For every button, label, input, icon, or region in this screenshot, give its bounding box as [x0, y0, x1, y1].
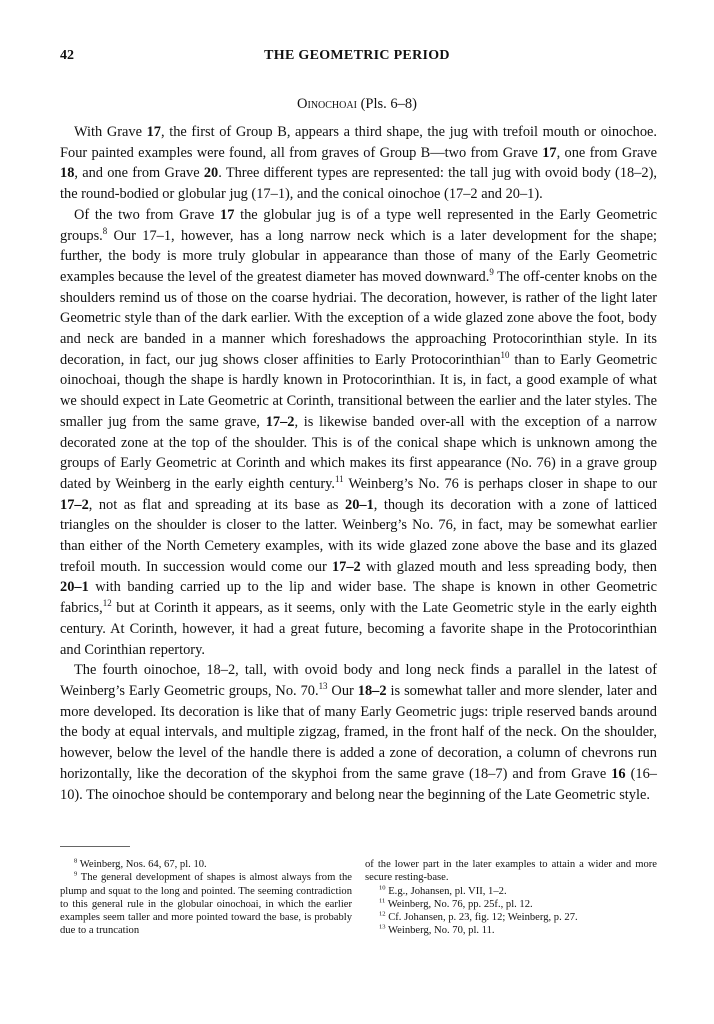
grave-number: 17 [220, 206, 235, 223]
text-run: Weinberg’s No. 76 is perhaps closer in shape to our [343, 475, 657, 492]
footnote-9-continued: of the lower part in the later examples to attain a wider and more secure resting-base. [365, 859, 657, 884]
text-run: with glazed mouth and less spreading body, then [360, 558, 657, 575]
text-run: than to Early Geometric oinochoai, though the shape is hardly known in Protocorinthian. It is, in fact, a good example of what we should expect in Late Geometric at Corinth, transitional between the earlier and the later styles. The smaller jug from the same grave, [60, 351, 657, 430]
footnote-text: Cf. Johansen, p. 23, fig. 12; Weinberg, p. 27. [385, 912, 578, 924]
page-number: 42 [60, 48, 74, 63]
grave-number: 18 [60, 165, 75, 182]
footnote-column-right [365, 858, 657, 938]
text-run: Our [327, 682, 358, 699]
footnote-ref: 12 [102, 598, 112, 609]
footnote-11 [365, 898, 657, 911]
text-run: , not as flat and spreading at its base as [88, 496, 345, 513]
running-title: THE GEOMETRIC PERIOD [264, 48, 450, 63]
footnote-mark: 9 [74, 870, 78, 878]
footnote-text: E.g., Johansen, pl. VII, 1–2. [385, 885, 507, 897]
footnote-text: Weinberg, No. 76, pp. 25f., pl. 12. [385, 898, 533, 910]
paragraph [60, 122, 657, 205]
footnote-divider [60, 846, 130, 847]
grave-number: 17–2 [331, 558, 361, 575]
grave-number: 20–1 [60, 579, 89, 596]
footnote-8 [60, 858, 352, 871]
footnote-9 [60, 871, 352, 937]
text-run: , and one from Grave [74, 165, 204, 182]
footnote-mark: 10 [379, 884, 386, 892]
footnote-ref: 8 [102, 225, 108, 236]
grave-number: 17 [542, 144, 557, 161]
grave-number: 18–2 [357, 682, 387, 699]
grave-number: 17–2 [265, 413, 295, 430]
text-run: Of the two from Grave [74, 206, 221, 223]
text-run: is somewhat taller and more slender, later and more developed. Its decoration is like that of many Early Geometric jugs: triple reserved bands around the body at equal intervals, and multiple zigzag, framed, in the front half of the neck. On the shoulder, however, below the level of the handle there is added a zone of decoration, a column of chevrons run horizontally, like the decoration of the skyphoi from the same grave (18–7) and from Grave [60, 682, 658, 782]
footnote-mark: 12 [379, 910, 386, 918]
text-run: but at Corinth it appears, as it seems, only with the Late Geometric style in the early eighth century. At Corinth, however, it had a great future, becoming a favorite shape in the Protocorinthian and Corinthian repertory. [60, 600, 657, 658]
footnote-10 [365, 885, 657, 898]
footnotes [60, 858, 657, 938]
grave-number: 17 [146, 124, 161, 140]
section-title: Oinochoai [297, 96, 357, 112]
footnote-mark: 11 [379, 897, 386, 905]
footnote-ref: 13 [318, 681, 328, 692]
text-run: Our 17–1, however, has a long narrow neck which is a later development for the shape; further, the body is more truly globular in appearance than those of many of the Early Geometric examples because the level of the greatest diameter has moved downward. [60, 227, 657, 285]
footnote-ref: 10 [500, 349, 510, 360]
footnote-12 [365, 911, 657, 924]
grave-number: 16 [611, 765, 626, 782]
text-run: (16–10). The oinochoe should be contemporary and belong near the beginning of the Late Geometric style. [60, 765, 657, 803]
grave-number: 20 [203, 165, 219, 182]
footnote-text: The general development of shapes is almost always from the plump and squat to the long and pointed. The seeming contradiction to this general rule in the globular oinochoai, in which the earlier examples seem taller and more pointed toward the base, is probably due to a truncation [60, 872, 352, 937]
footnote-13 [365, 924, 657, 937]
footnote-ref: 9 [489, 267, 494, 278]
paragraph [60, 205, 657, 660]
text-run: , is likewise banded over-all with the exception of a narrow decorated zone at the top of the shoulder. This is of the conical shape which is unknown among the groups of Early Geometric at Corinth and which makes its first appearance (No. 76) in a grave group dated by Weinberg in the early eighth century. [60, 413, 657, 492]
text-run: the globular jug is of a type well represented in the Early Geometric groups. [60, 206, 658, 244]
text-run: with banding carried up to the lip and wider base. The shape is known in other Geometric fabrics, [60, 579, 657, 617]
paragraph [60, 660, 657, 805]
text-run: , though its decoration with a zone of latticed triangles on the shoulder is closer to the latter. Weinberg’s No. 76, in fact, may be somewhat earlier than either of the North Cemetery examples, with its wide glazed zone above the base and its glazed trefoil mouth. In succession would come our [60, 496, 657, 575]
grave-number: 17–2 [60, 496, 89, 513]
footnote-column-left [60, 858, 352, 938]
footnote-ref: 11 [335, 474, 344, 485]
text-run: , the first of Group B, appears a third shape, the jug with trefoil mouth or oinochoe. Four painted examples were found, all from graves of Group B—two from Grave [60, 124, 657, 161]
footnote-text: Weinberg, No. 70, pl. 11. [385, 925, 495, 937]
text-run: The fourth oinochoe, 18–2, tall, with ovoid body and long neck finds a parallel in the latest of Weinberg’s Early Geometric groups, No. 70. [60, 662, 657, 699]
body-text [60, 122, 657, 805]
footnote-mark: 8 [74, 857, 78, 865]
text-run: . Three different types are represented: the tall jug with ovoid body (18–2), the round-bodied or globular jug (17–1), and the conical oinochoe (17–2 and 20–1). [60, 165, 657, 203]
footnote-text: Weinberg, Nos. 64, 67, pl. 10. [77, 859, 207, 870]
footnote-mark: 13 [379, 923, 386, 931]
section-heading [60, 96, 654, 113]
text-run: With Grave [74, 124, 147, 140]
text-run: , one from Grave [556, 144, 657, 161]
text-run: The off-center knobs on the shoulders remind us of those on the coarse hydriai. The decoration, however, is rather of the light later Geometric style than of the dark earlier. With the exception of a wide glazed zone above the foot, body and neck are banded in a manner which foreshadows the approaching Protocorinthian style. In its decoration, in fact, our jug shows closer affinities to Early Protocorinthian [60, 268, 657, 368]
grave-number: 20–1 [345, 496, 374, 513]
section-plates-ref: (Pls. 6–8) [356, 96, 417, 112]
running-header [60, 48, 654, 70]
